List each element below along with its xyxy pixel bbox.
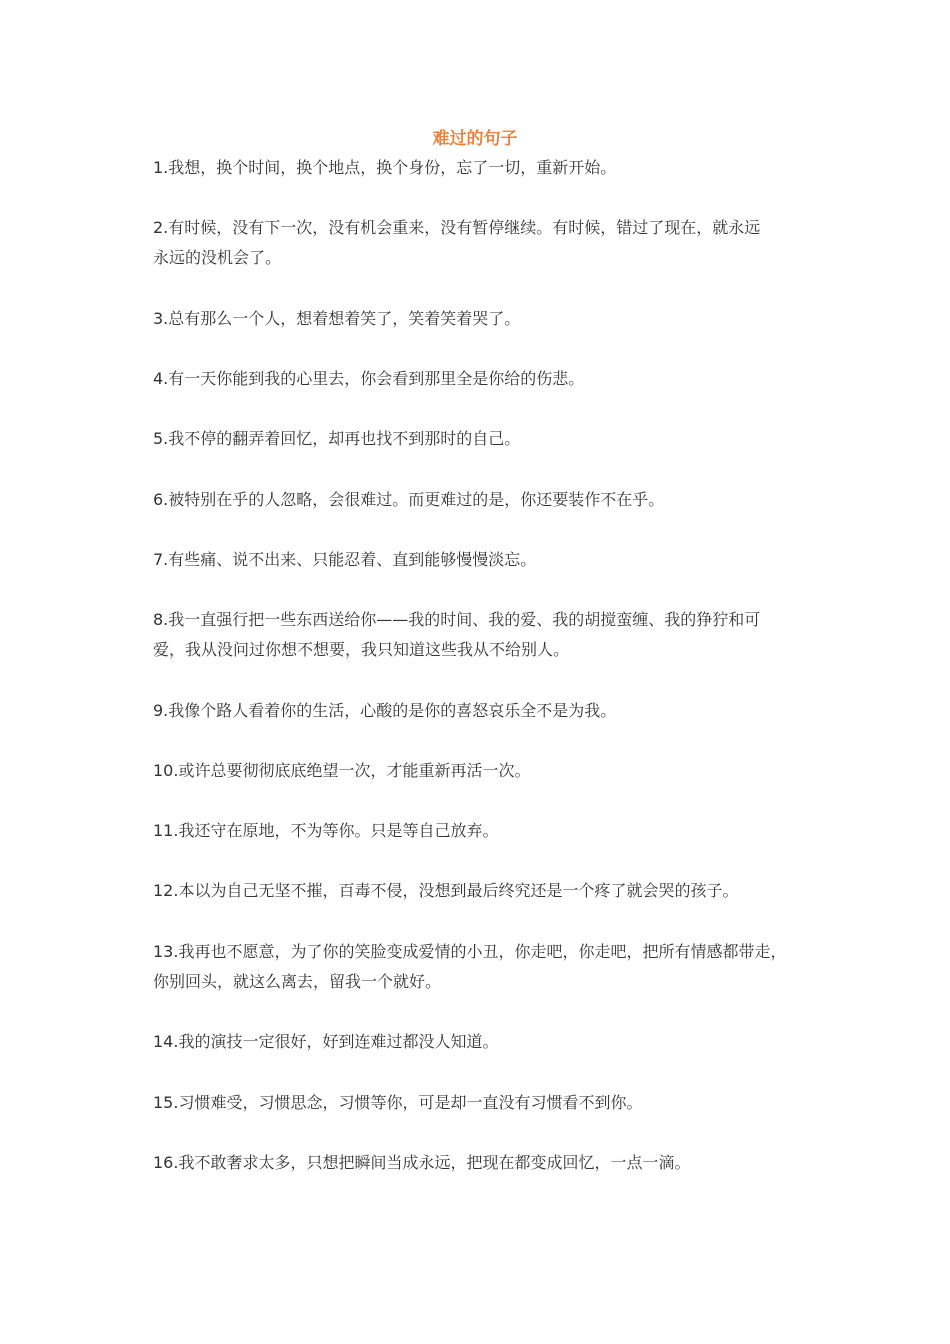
item-line: 14.我的演技一定很好，好到连难过都没人知道。 [153,1032,499,1051]
item-line: 5.我不停的翻弄着回忆，却再也找不到那时的自己。 [153,429,521,448]
item-line: 永远的没机会了。 [153,248,282,267]
list-item [153,304,818,334]
item-line: 11.我还守在原地，不为等你。只是等自己放弃。 [153,821,499,840]
page-title: 难过的句子 [432,129,518,149]
list-item [153,424,818,454]
list-item [153,213,818,273]
list-item [153,756,818,786]
list-item [153,696,818,726]
item-line: 8.我一直强行把一些东西送给你——我的时间、我的爱、我的胡搅蛮缠、我的狰狞和可 [153,610,761,629]
list-item [153,545,818,575]
item-line: 6.被特别在乎的人忽略，会很难过。而更难过的是，你还要装作不在乎。 [153,490,665,509]
list-item [153,485,818,515]
item-line: 15.习惯难受，习惯思念，习惯等你，可是却一直没有习惯看不到你。 [153,1093,643,1112]
list-item [153,364,818,394]
item-line: 13.我再也不愿意，为了你的笑脸变成爱情的小丑，你走吧，你走吧，把所有情感都带走， [153,942,787,961]
item-line: 1.我想，换个时间，换个地点，换个身份，忘了一切，重新开始。 [153,158,617,177]
list-item [153,605,818,665]
item-line: 你别回头，就这么离去，留我一个就好。 [153,972,442,991]
item-line: 10.或许总要彻彻底底绝望一次，才能重新再活一次。 [153,761,531,780]
list-item [153,1148,818,1178]
item-line: 7.有些痛、说不出来、只能忍着、直到能够慢慢淡忘。 [153,550,537,569]
list-item [153,1088,818,1118]
item-line: 9.我像个路人看着你的生活，心酸的是你的喜怒哀乐全不是为我。 [153,701,617,720]
list-item [153,876,818,906]
item-line: 爱，我从没问过你想不想要，我只知道这些我从不给别人。 [153,640,570,659]
list-item [153,1027,818,1057]
item-line: 2.有时候，没有下一次，没有机会重来，没有暂停继续。有时候，错过了现在，就永远 [153,218,761,237]
item-line: 3.总有那么一个人，想着想着笑了，笑着笑着哭了。 [153,309,521,328]
list-item [153,153,818,183]
item-line: 4.有一天你能到我的心里去，你会看到那里全是你给的伤悲。 [153,369,585,388]
list-item [153,816,818,846]
item-line: 12.本以为自己无坚不摧，百毒不侵，没想到最后终究还是一个疼了就会哭的孩子。 [153,881,739,900]
list-item [153,937,818,997]
item-line: 16.我不敢奢求太多，只想把瞬间当成永远，把现在都变成回忆，一点一滴。 [153,1153,691,1172]
